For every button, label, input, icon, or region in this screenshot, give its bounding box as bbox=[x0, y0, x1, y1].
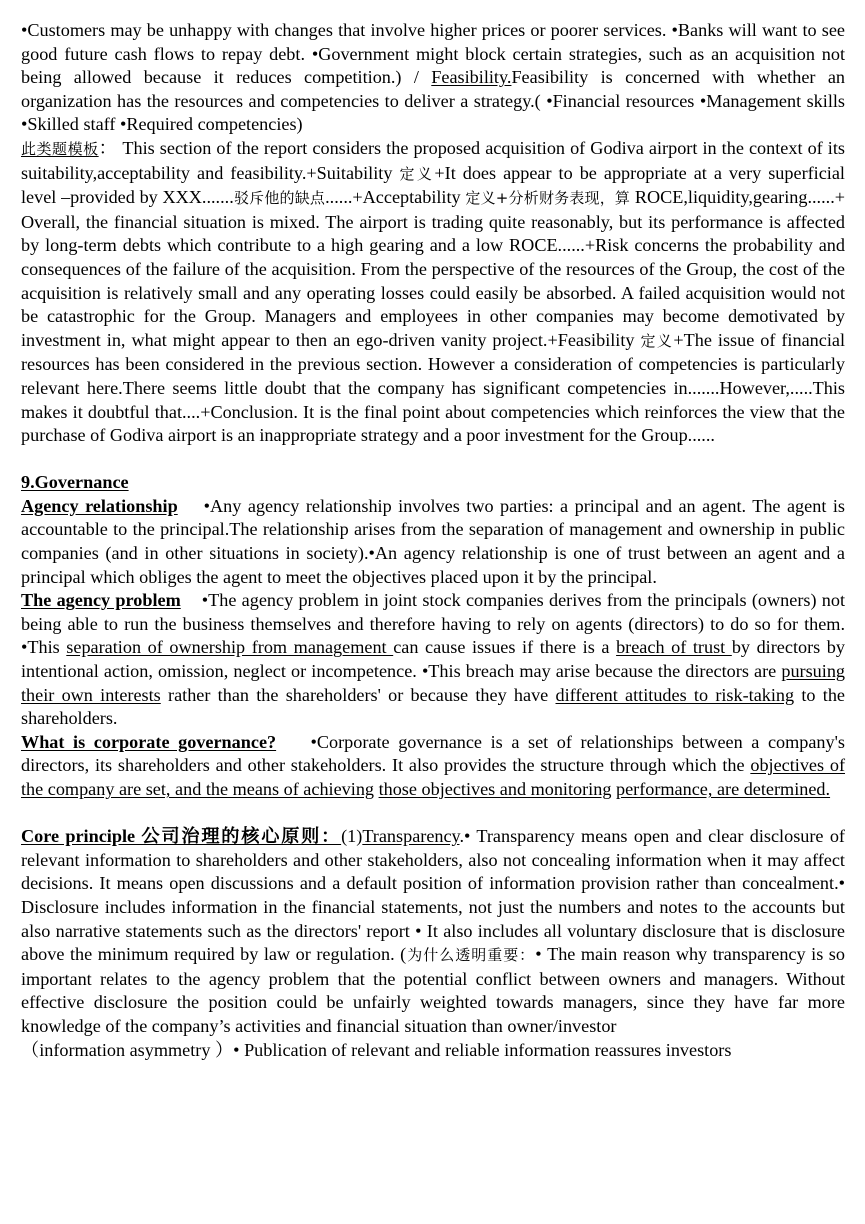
text-run: •The agency problem in joint stock companies derives from the principals (owners) not being able to run the business themselves and therefore having to rely on agents (directors) to do so for them. •This bbox=[21, 590, 850, 658]
underlined-phrase: separation of ownership from management bbox=[66, 637, 394, 658]
text-run: （information asymmetry ）• Publication of relevant and reliable information reassures investors bbox=[21, 1039, 732, 1060]
governance-heading: 9.Governance bbox=[21, 472, 129, 493]
agency-problem-title: The agency problem bbox=[21, 590, 181, 611]
agency-relationship-paragraph bbox=[21, 495, 850, 589]
text-run: +It does appear to be appropriate at a very superficial level –provided by XXX....... bbox=[21, 162, 845, 208]
text-run: ......+Acceptability bbox=[325, 187, 466, 208]
text-run: Feasibility is concerned with whether an organization has the resources and competencies to deliver a strategy.( •Financial resources •Management skills •Skilled staff •Required competencies) bbox=[21, 67, 845, 135]
document-page bbox=[21, 19, 850, 1062]
corporate-governance-title: What is corporate governance? bbox=[21, 731, 277, 752]
text-run: ROCE,liquidity,gearing......+ Overall, the financial situation is mixed. The airport is trading quite reasonably, but its performance is affected by long-term debts which contribute to a high gearing and a low ROCE......+Risk concerns the probability and consequences of the failure of the acquisition. From the perspective of the resources of the Group, the cost of the acquisition is relatively small and any operating losses could easily be absorbed. A failed acquisition would not be catastrophic for the Group. Managers and employees in other companies may become demotivated by investment in, what might appear to then an ego-driven vanity project.+Feasibility bbox=[21, 187, 845, 350]
agency-relationship-title: Agency relationship bbox=[21, 495, 178, 516]
text-run: rather than the shareholders' or because they have bbox=[160, 684, 556, 705]
underlined-phrase: different attitudes to risk-taking bbox=[555, 684, 795, 705]
section-heading bbox=[21, 471, 845, 495]
text-run: •Customers may be unhappy with changes that involve higher prices or poorer services. •Banks will want to see good future cash flows to repay debt. •Government might block certain strategies, such as an acquisition not being allowed because it reduces competition.) / bbox=[21, 20, 845, 88]
text-run: • The main reason why transparency is so important relates to the agency problem that the potential conflict between owners and managers. Without effective disclosure the position could be unfairly weighted towards managers, since they have far more knowledge of the company’s activities and financial situation than owner/investor bbox=[21, 944, 845, 1036]
underlined-phrase: performance, are determined. bbox=[615, 779, 831, 799]
chinese-note: 定义 bbox=[399, 164, 435, 183]
underlined-phrase: breach of trust bbox=[616, 637, 732, 658]
text-run: .• Transparency means open and clear disclosure of relevant information to shareholders and other stakeholders, also not concealing information when it may affect decisions. It means open discussions and a default position of information provision rather than concealment.• Disclosure includes information in the financial statements, not just the numbers and notes to the accounts but also narrative statements such as the directors' report • It also includes all voluntary disclosure that is disclosure above the minimum required by law or regulation. ( bbox=[21, 826, 845, 965]
underlined-phrase: pursuing their own interests bbox=[21, 661, 845, 705]
underlined-phrase: objectives of the company are set, and the means of achieving bbox=[21, 755, 846, 799]
text-run: +The issue of financial resources has been considered in the previous section. However a consideration of competencies is particularly relevant here.There seems little doubt that the company has significant competencies in.......However,.....This makes it doubtful that....+Conclusion. It is the final point about competencies which reinforces the view that the purchase of Godiva airport is an inappropriate strategy and a poor investment for the Group...... bbox=[21, 329, 845, 446]
strategy-evaluation-paragraph bbox=[21, 19, 845, 448]
core-principle-paragraph bbox=[21, 825, 845, 1062]
paragraph-spacer bbox=[21, 802, 845, 826]
agency-problem-paragraph bbox=[21, 589, 850, 731]
text-run: to the shareholders. bbox=[21, 684, 845, 729]
underlined-phrase: those objectives and monitoring bbox=[378, 779, 612, 799]
text-run: can cause issues if there is a bbox=[393, 637, 617, 658]
text-run: ： This section of the report considers the proposed acquisition of Godiva airport in the context of its suitability,acceptability and feasibility.+Suitability bbox=[21, 137, 845, 183]
chinese-note: 为什么透明重要： bbox=[406, 946, 536, 965]
core-principle-title: Core principle 公司治理的核心原则： bbox=[21, 826, 342, 847]
template-label: 此类题模板 bbox=[21, 139, 99, 158]
paragraph-spacer bbox=[21, 448, 845, 472]
feasibility-underlined-term: Feasibility. bbox=[431, 67, 512, 88]
transparency-term: Transparency bbox=[362, 826, 460, 847]
corporate-governance-paragraph bbox=[21, 731, 850, 802]
principle-number: (1) bbox=[341, 826, 363, 847]
text-run: •Corporate governance is a set of relationships between a company's directors, its shareholders and other stakeholders. It also provides the structure through which the bbox=[21, 731, 850, 776]
chinese-note: 定义 bbox=[640, 331, 674, 350]
text-run: by directors by intentional action, omission, neglect or incompetence. •This breach may arise because the directors are bbox=[21, 637, 845, 682]
chinese-note: 定义+分析财务表现，算 bbox=[465, 189, 631, 208]
chinese-note: 驳斥他的缺点 bbox=[233, 189, 326, 208]
text-run: •Any agency relationship involves two parties: a principal and an agent. The agent is accountable to the principal.The relationship arises from the separation of management and ownership in public companies (and in other situations in society).•An agency relationship is one of trust between an agent and a principal which obliges the agent to meet the objectives placed upon it by the principal. bbox=[21, 495, 850, 587]
